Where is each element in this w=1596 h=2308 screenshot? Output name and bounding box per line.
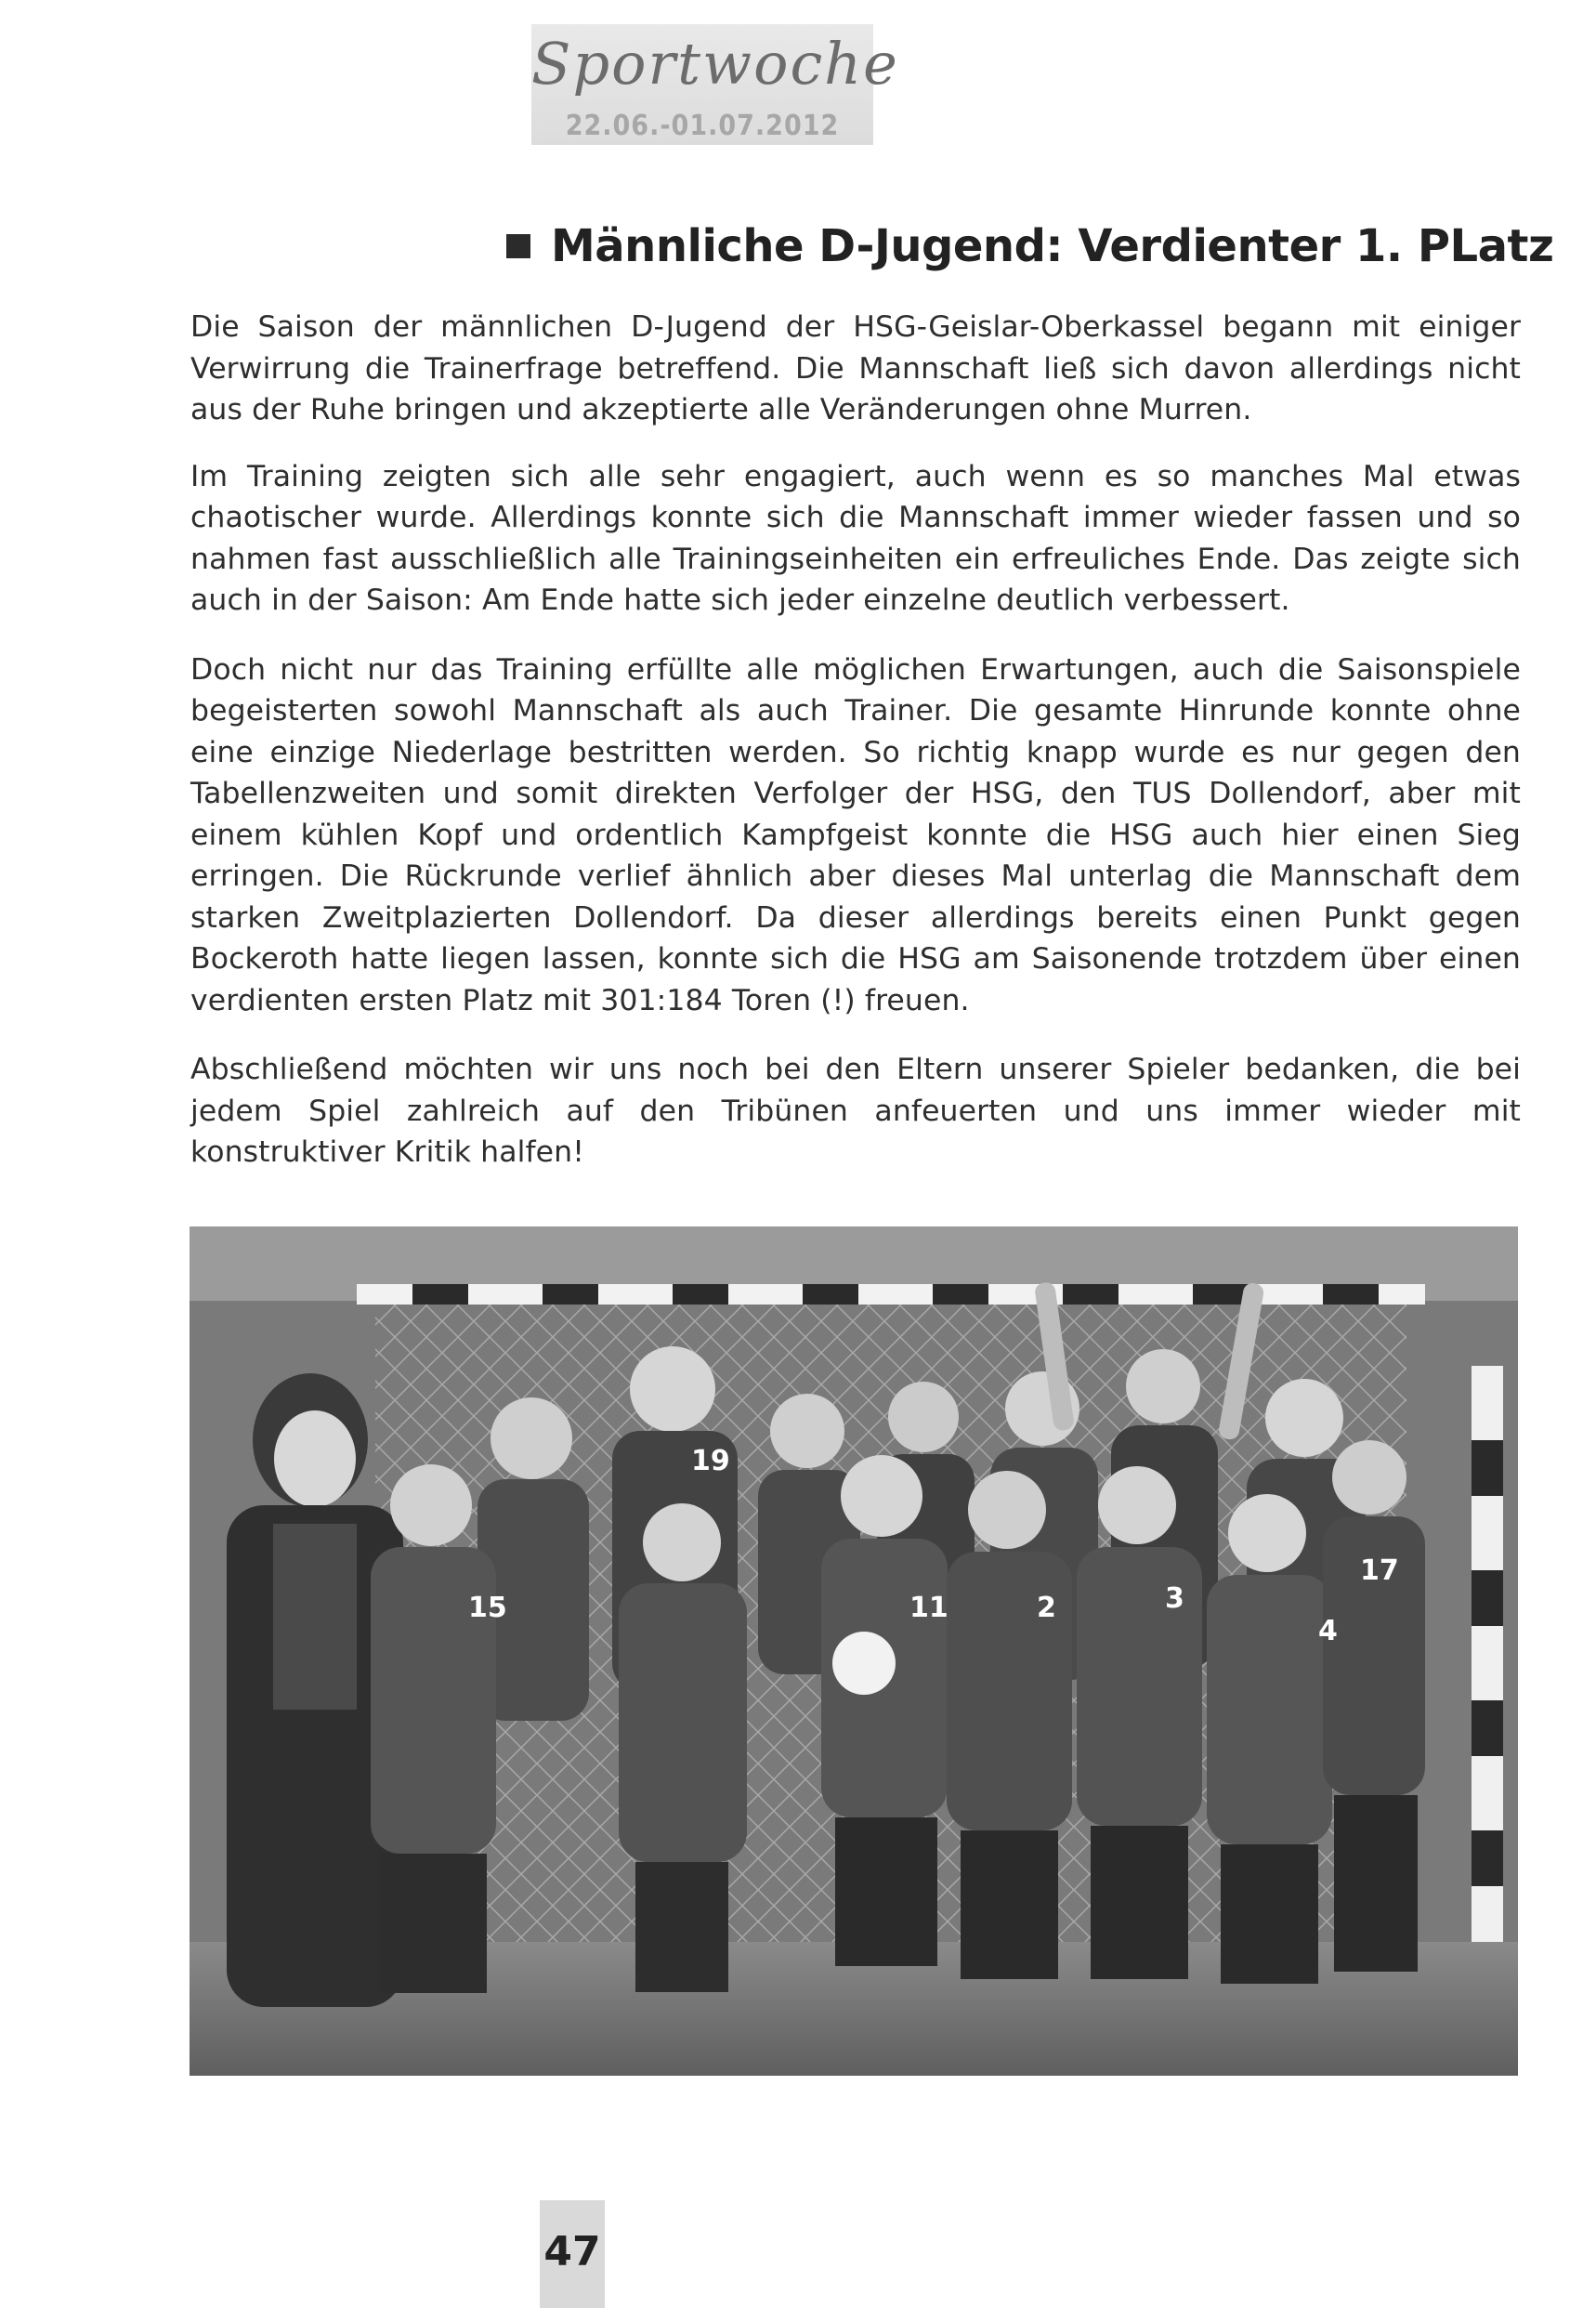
- jersey-number: 2: [1037, 1592, 1056, 1624]
- jersey-number: 19: [691, 1445, 730, 1477]
- article-paragraph: Im Training zeigten sich alle sehr engagiert, auch wenn es so manches Mal etwas chaotischer wurde. Allerdings konnte sich die Mannschaft immer wieder fassen und so nahmen fast ausschließlich alle Trainingseinheiten ein erfreuliches Ende. Das zeigte sich auch in der Saison: Am Ende hatte sich jeder einzelne deutlich verbessert.: [190, 459, 1521, 617]
- team-photo: [190, 1226, 1518, 2076]
- jersey-number: 17: [1360, 1554, 1399, 1587]
- handball: [832, 1632, 896, 1695]
- section-title: Sportwoche: [531, 30, 899, 98]
- jersey-number: 3: [1165, 1582, 1184, 1615]
- goal-crossbar: [357, 1284, 1425, 1305]
- jersey-number: 15: [468, 1592, 507, 1624]
- article-body: [190, 307, 1521, 1201]
- article-paragraph: Die Saison der männlichen D-Jugend der HSG-Geislar-Oberkassel begann mit einiger Verwirrung die Trainerfrage betreffend. Die Mannschaft ließ sich davon allerdings nicht aus der Ruhe bringen und akzeptierte alle Veränderungen ohne Murren.: [190, 310, 1521, 426]
- heading-bullet-icon: [506, 234, 530, 258]
- section-header: [531, 24, 899, 145]
- section-date: 22.06.-01.07.2012: [565, 110, 840, 142]
- article-heading: [506, 214, 1554, 279]
- page-number: 47: [543, 2228, 601, 2275]
- article-title: Männliche D-Jugend: Verdienter 1. PLatz: [551, 220, 1554, 272]
- jersey-number: 11: [909, 1592, 948, 1624]
- page-number-tab: [540, 2200, 605, 2308]
- article-paragraph: Abschließend möchten wir uns noch bei den Eltern unserer Spieler bedanken, die bei jedem Spiel zahlreich auf den Tribünen anfeuerten und uns immer wieder mit konstruktiver Kritik halfen!: [190, 1053, 1521, 1169]
- article-paragraph: Doch nicht nur das Training erfüllte alle möglichen Erwartungen, auch die Saisonspiele begeisterten sowohl Mannschaft als auch Trainer. Die gesamte Hinrunde konnte ohne eine einzige Niederlage bestritten werden. So richtig knapp wurde es nur gegen den Tabellenzweiten und somit direkten Verfolger der HSG, den TUS Dollendorf, aber mit einem kühlen Kopf und ordentlich Kampfgeist konnte die HSG auch hier einen Sieg erringen. Die Rückrunde verlief ähnlich aber dieses Mal unterlag die Mannschaft dem starken Zweitplazierten Dollendorf. Da dieser allerdings bereits einen Punkt gegen Bockeroth hatte liegen lassen, konnte sich die HSG am Saisonende trotzdem über einen verdienten ersten Platz mit 301:184 Toren (!) freuen.: [190, 652, 1521, 1017]
- jersey-number: 4: [1318, 1615, 1338, 1647]
- team-photo-illustration: [190, 1226, 1518, 2076]
